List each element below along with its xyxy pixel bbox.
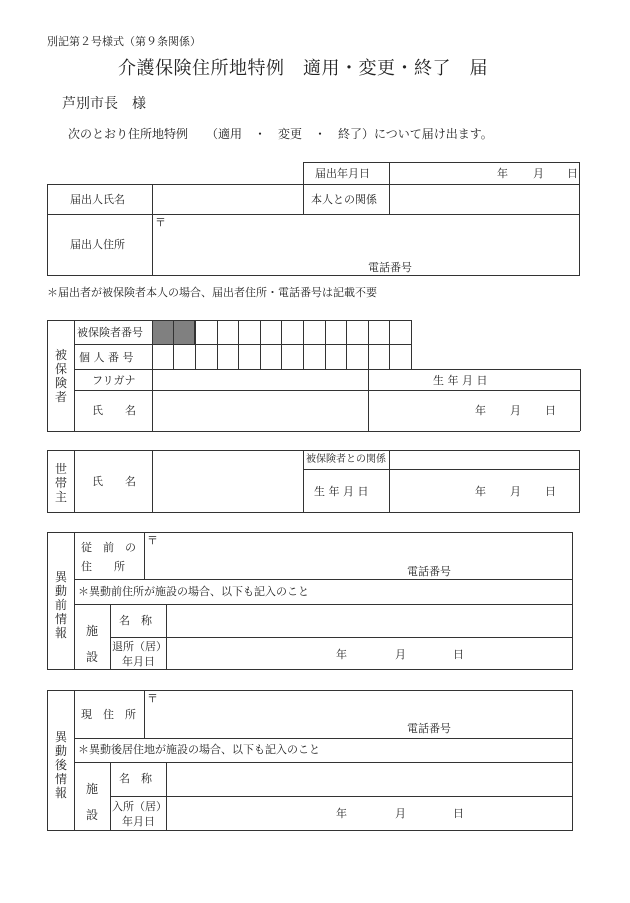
furigana-label: フリガナ	[92, 374, 136, 387]
personal-number-label: 個 人 番 号	[79, 351, 134, 364]
after-entry-day: 日	[453, 807, 464, 820]
before-postal-mark: 〒	[147, 534, 158, 547]
before-facility-name-field[interactable]	[167, 605, 572, 636]
before-facility-label: 施設	[85, 624, 98, 664]
before-addr-label-2: 住 所	[81, 560, 125, 573]
before-exit-day: 日	[453, 648, 464, 661]
householder-birth-label: 生 年 月 日	[314, 485, 369, 498]
intro-prefix: 次のとおり住所地特例	[68, 127, 189, 141]
addressee: 芦別市長 様	[62, 96, 146, 112]
insured-birth-day: 日	[545, 404, 556, 417]
after-entry-date-field[interactable]	[167, 797, 572, 830]
furigana-field[interactable]	[153, 370, 367, 389]
insured-birth-month: 月	[510, 404, 521, 417]
number-cell-shaded-1	[152, 320, 174, 345]
householder-name-label: 氏 名	[92, 475, 136, 488]
after-entry-year: 年	[336, 807, 347, 820]
before-address-field[interactable]	[145, 533, 572, 578]
notifier-address-field[interactable]	[153, 215, 579, 275]
insured-birth-year: 年	[475, 404, 486, 417]
after-addr-label: 現 住 所	[81, 708, 136, 721]
notifier-address-label: 届出人住所	[70, 238, 125, 251]
householder-birth-month: 月	[510, 485, 521, 498]
insured-section-label: 被保険者	[54, 348, 67, 404]
householder-birth-year: 年	[475, 485, 486, 498]
after-note: ＊異動後居住地が施設の場合、以下も記入のこと	[78, 743, 320, 756]
number-cell-shaded-2	[173, 320, 195, 345]
before-section-label: 異動前情報	[54, 570, 67, 640]
notify-year: 年	[497, 167, 508, 180]
before-exit-date-label-1: 退所（居）	[112, 640, 167, 653]
intro-suffix: について届け出ます。	[374, 127, 493, 141]
notifier-phone-label: 電話番号	[368, 261, 412, 274]
householder-name-field[interactable]	[153, 451, 302, 512]
before-exit-month: 月	[395, 648, 406, 661]
notifier-note: ＊届出者が被保険者本人の場合、届出者住所・電話番号は記載不要	[47, 286, 377, 299]
after-entry-month: 月	[395, 807, 406, 820]
after-entry-date-label-1: 入所（居）	[112, 800, 167, 813]
notifier-relation-field[interactable]	[390, 185, 579, 213]
notifier-postal-mark: 〒	[155, 216, 166, 229]
after-address-field[interactable]	[145, 691, 572, 737]
after-section-label: 異動後情報	[54, 730, 67, 800]
form-code: 別記第２号様式（第９条関係）	[47, 35, 201, 48]
householder-birth-day: 日	[545, 485, 556, 498]
before-exit-year: 年	[336, 648, 347, 661]
form-title: 介護保険住所地特例 適用・変更・終了 届	[118, 58, 488, 79]
after-facility-label: 施設	[85, 782, 98, 822]
intro-options: （適用 ・ 変更 ・ 終了）	[206, 127, 375, 141]
after-entry-date-label-2: 年月日	[122, 815, 155, 828]
insured-birth-label: 生 年 月 日	[433, 374, 488, 387]
after-facility-name-field[interactable]	[167, 763, 572, 795]
notifier-name-label: 届出人氏名	[70, 193, 125, 206]
before-note: ＊異動前住所が施設の場合、以下も記入のこと	[78, 585, 309, 598]
notifier-name-field[interactable]	[153, 185, 302, 213]
before-addr-label-1: 従 前 の	[81, 541, 136, 554]
householder-relation-label: 被保険者との関係	[306, 454, 386, 465]
notify-date-field[interactable]	[390, 163, 579, 184]
householder-section-label: 世帯主	[54, 462, 67, 504]
before-exit-date-field[interactable]	[167, 638, 572, 669]
personal-number-field[interactable]	[153, 345, 410, 368]
householder-relation-field[interactable]	[390, 451, 579, 468]
notify-date-label: 届出年月日	[315, 167, 370, 180]
notifier-relation-label: 本人との関係	[311, 193, 377, 206]
householder-birth-field[interactable]	[390, 470, 579, 512]
notify-month: 月	[533, 167, 544, 180]
before-exit-date-label-2: 年月日	[122, 655, 155, 668]
after-phone-label: 電話番号	[407, 722, 451, 735]
insured-birth-field[interactable]	[369, 391, 579, 430]
insured-name-label: 氏 名	[92, 404, 136, 417]
insured-number-field[interactable]	[196, 321, 410, 344]
after-facility-name-label: 名 称	[119, 772, 152, 785]
insured-name-field[interactable]	[153, 391, 367, 430]
notify-day: 日	[567, 167, 578, 180]
before-phone-label: 電話番号	[407, 565, 451, 578]
after-postal-mark: 〒	[147, 692, 158, 705]
before-facility-name-label: 名 称	[119, 614, 152, 627]
insured-number-label: 被保険者番号	[77, 326, 143, 339]
